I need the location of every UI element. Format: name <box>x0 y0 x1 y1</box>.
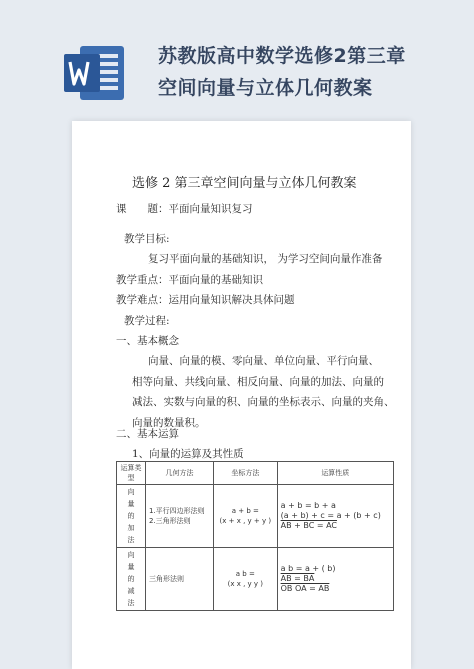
vector-operations-table <box>116 461 394 611</box>
table-header-row <box>117 462 394 485</box>
operation-type-cell <box>117 548 146 611</box>
type-char: 减 <box>127 587 135 595</box>
type-char: 量 <box>127 500 135 508</box>
coordinate-formula: a + b = <box>231 507 259 515</box>
type-char: 量 <box>127 563 135 571</box>
concept-line: 相等向量、共线向量、相反向量、向量的加法、向量的 <box>132 376 384 388</box>
concept-line: 向量、向量的模、零向量、单位向量、平行向量、 <box>148 355 379 367</box>
difficulty-line: 教学难点：运用向量知识解决具体问题 <box>116 294 295 306</box>
coordinate-formula: (x x , y y ) <box>227 580 264 588</box>
page-title-line-2: 空间向量与立体几何教案 <box>158 77 373 99</box>
geometric-method: 三角形法则 <box>149 575 184 583</box>
property: AB + BC = AC <box>280 521 338 530</box>
property: (a + b) + c = a + (b + c) <box>280 511 381 520</box>
property: AB = BA <box>280 574 315 583</box>
operation-properties-cell <box>277 548 393 611</box>
objective-text: 复习平面向量的基础知识， 为学习空间向量作准备 <box>148 253 383 265</box>
page-title-line-1: 苏教版高中数学选修2第三章 <box>158 45 406 67</box>
type-char: 加 <box>127 524 135 532</box>
type-char: 向 <box>127 488 135 496</box>
geometric-method: 1.平行四边形法则 <box>149 507 205 515</box>
table-row <box>117 485 394 548</box>
type-char: 的 <box>127 512 135 520</box>
property: OB OA = AB <box>280 584 330 593</box>
concept-line: 减法、实数与向量的积、向量的坐标表示、向量的夹角、 <box>132 396 395 408</box>
table-header: 运算类型 <box>117 462 146 485</box>
type-char: 法 <box>127 599 135 607</box>
geometric-method: 2.三角形法则 <box>149 517 191 525</box>
geometric-method-cell <box>146 548 214 611</box>
document-title: 选修 2 第三章空间向量与立体几何教案 <box>132 176 357 191</box>
coordinate-formula: a b = <box>235 570 255 578</box>
operation-properties-cell <box>277 485 393 548</box>
header-banner <box>0 0 474 118</box>
table-header: 运算性质 <box>277 462 393 485</box>
type-char: 的 <box>127 575 135 583</box>
geometric-method-cell <box>146 485 214 548</box>
table-header: 坐标方法 <box>214 462 278 485</box>
type-char: 法 <box>127 536 135 544</box>
table-header: 几何方法 <box>146 462 214 485</box>
table-row <box>117 548 394 611</box>
section-heading-concepts: 一、基本概念 <box>116 335 179 347</box>
coordinate-formula: (x + x , y + y ) <box>219 517 272 525</box>
word-icon <box>62 40 128 106</box>
objective-label: 教学目标: <box>124 233 170 245</box>
topic-line: 课 题：平面向量知识复习 <box>116 203 253 215</box>
key-point-line: 教学重点：平面向量的基础知识 <box>116 274 263 286</box>
concept-line: 向量的数量积。 <box>132 417 206 429</box>
property: a + b = b + a <box>280 501 336 510</box>
type-char: 向 <box>127 551 135 559</box>
subsection-heading: 1、向量的运算及其性质 <box>132 448 244 460</box>
section-heading-operations: 二、基本运算 <box>116 428 179 440</box>
process-label: 教学过程: <box>124 315 170 327</box>
property: a b = a + ( b) <box>280 564 336 573</box>
coordinate-method-cell <box>214 548 278 611</box>
coordinate-method-cell <box>214 485 278 548</box>
operation-type-cell <box>117 485 146 548</box>
document-page <box>72 121 411 669</box>
